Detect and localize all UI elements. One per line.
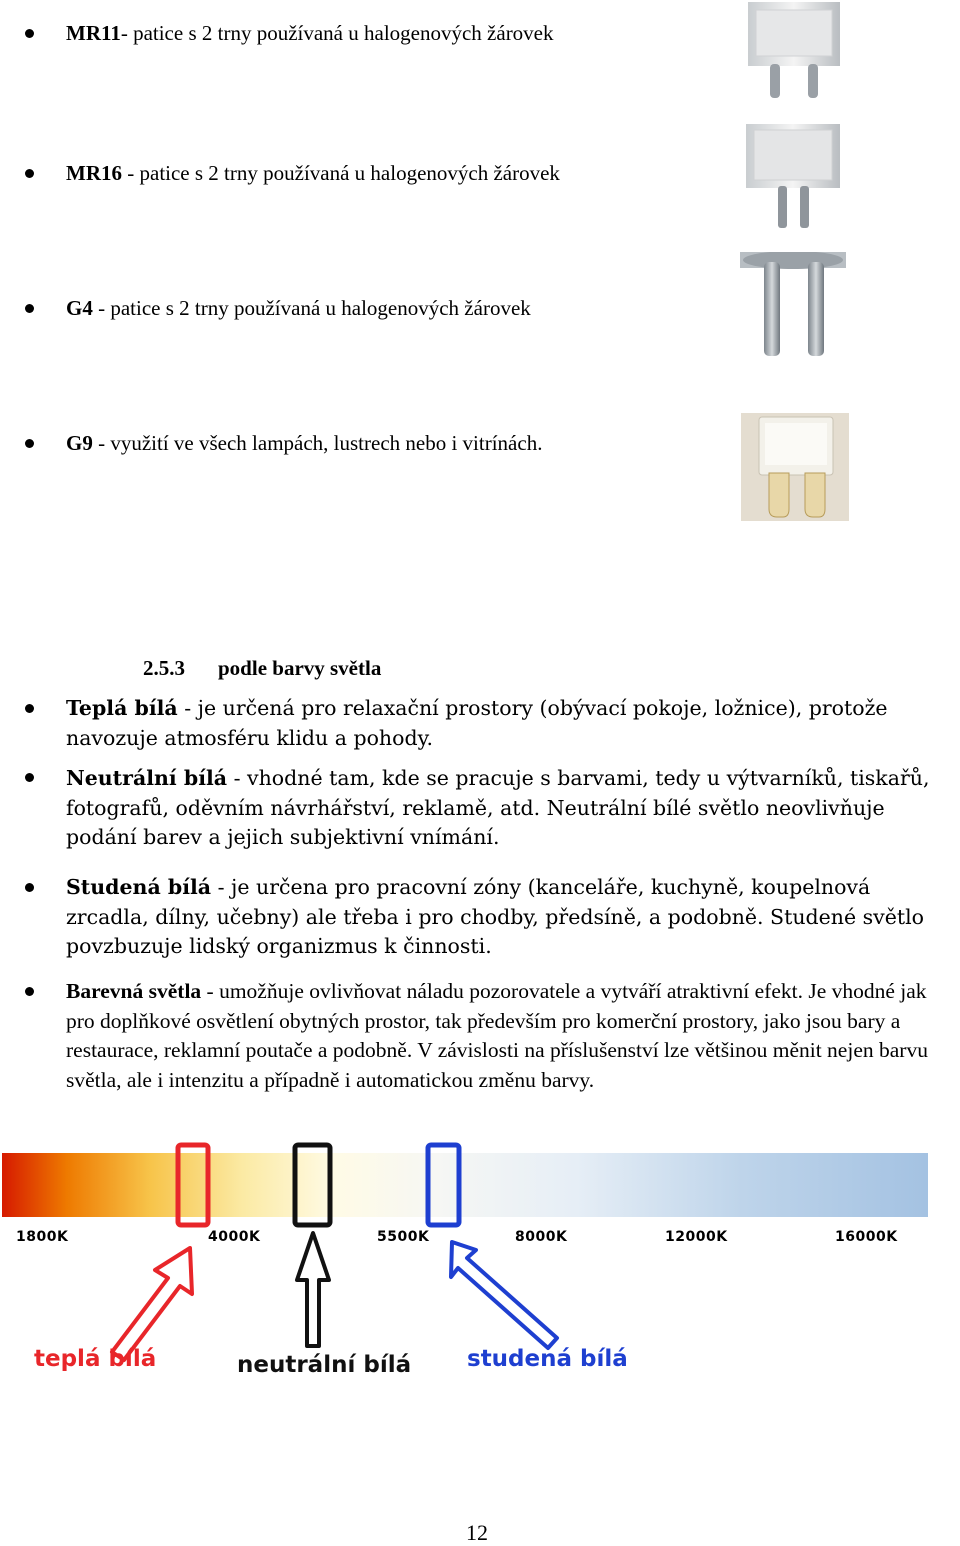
mr11-socket-image xyxy=(742,2,844,100)
socket-item-mr11: MR11- patice s 2 trny používaná u halogenových žárovek xyxy=(66,21,554,45)
tick-label: 4000K xyxy=(208,1229,261,1245)
warm-white-label: teplá bílá xyxy=(34,1346,157,1372)
cold-white-item: Studená bílá - je určena pro pracovní zóny (kanceláře, kuchyně, koupelnová zrcadla, dílny, učebny) ale třeba i pro chodby, předsíně, a podobně. Studené světlo povzbuzuje lidský organizmus k činnosti. xyxy=(66,875,925,958)
mr16-socket-image xyxy=(742,124,844,229)
colored-lights-item: Barevná světla - umožňuje ovlivňovat náladu pozorovatele a vytváří atraktivní efekt. Je vhodné jak pro doplňkové osvětlení obytných prostor, tak především pro komerční prostory, jako jsou bary a restaurace, reklamní poutače a podobně. V závislosti na příslušenství lze většinou měnit nejen barvu světla, ale i intenzitu a případně i automatickou změnu barvy. xyxy=(66,979,928,1092)
warm-white-arrow xyxy=(112,1248,192,1360)
g9-socket-image xyxy=(741,413,849,521)
page-number: 12 xyxy=(466,1520,488,1545)
socket-item-mr16: MR16 - patice s 2 trny používaná u halogenových žárovek xyxy=(66,161,560,185)
cold-white-arrow xyxy=(451,1242,557,1348)
cold-white-label: studená bílá xyxy=(467,1346,628,1372)
color-temperature-bar xyxy=(2,1153,928,1217)
socket-item-g4: G4 - patice s 2 trny používaná u halogenových žárovek xyxy=(66,296,531,320)
tick-label: 12000K xyxy=(665,1229,728,1245)
neutral-white-item: Neutrální bílá - vhodné tam, kde se pracuje s barvami, tedy u výtvarníků, tiskařů, fotografů, oděvním návrhářství, reklamě, atd. Neutrální bílé světlo neovlivňuje podání barev a jejich subjektivní vnímání. xyxy=(66,766,930,849)
bullet xyxy=(25,439,34,448)
neutral-white-arrow xyxy=(297,1233,329,1346)
tick-label: 5500K xyxy=(377,1229,430,1245)
tick-label: 1800K xyxy=(16,1229,69,1245)
tick-label: 8000K xyxy=(515,1229,568,1245)
bullet xyxy=(25,773,34,782)
socket-item-g9: G9 - využití ve všech lampách, lustrech nebo i vitrínách. xyxy=(66,431,543,455)
bullet xyxy=(25,987,34,996)
bullet xyxy=(25,704,34,713)
g4-socket-image xyxy=(740,252,846,357)
bullet xyxy=(25,883,34,892)
bullet xyxy=(25,29,34,38)
section-heading: 2.5.3 podle barvy světla xyxy=(143,656,382,680)
warm-white-item: Teplá bílá - je určená pro relaxační prostory (obývací pokoje, ložnice), protože navozuje atmosféru klidu a pohody. xyxy=(66,696,888,750)
bullet xyxy=(25,304,34,313)
tick-label: 16000K xyxy=(835,1229,898,1245)
bullet xyxy=(25,169,34,178)
neutral-white-label: neutrální bílá xyxy=(237,1352,412,1378)
